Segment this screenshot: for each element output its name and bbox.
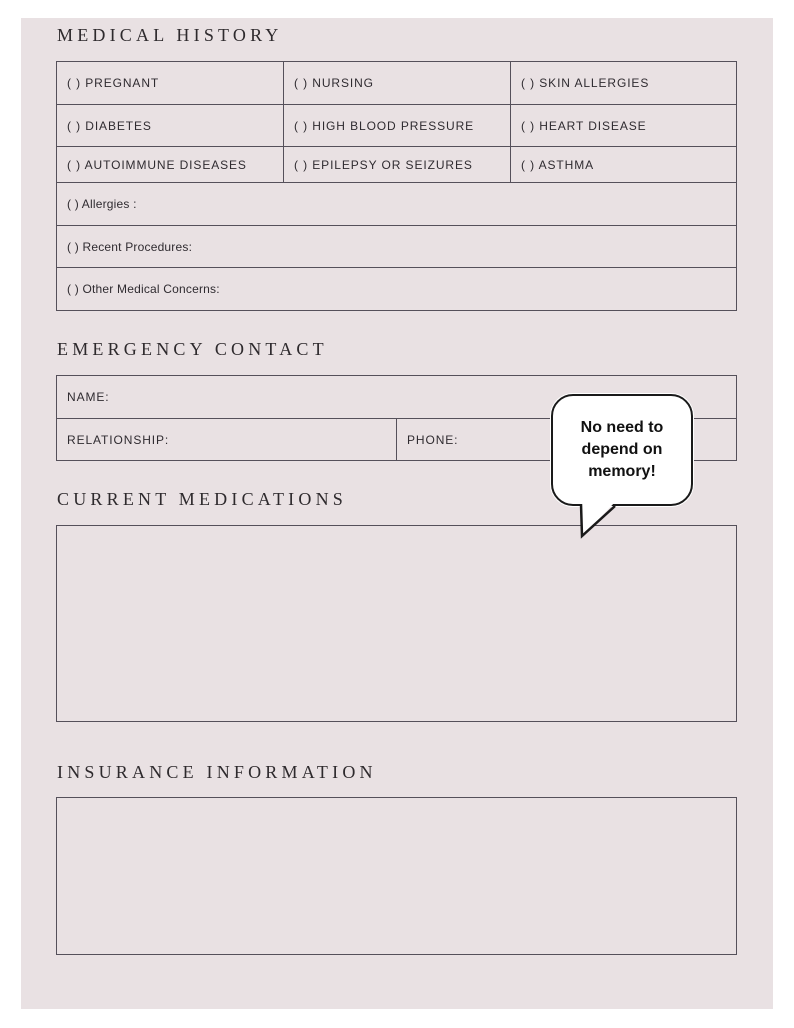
medical-history-row xyxy=(57,62,736,105)
speech-bubble-tail xyxy=(575,500,621,542)
diabetes-checkbox[interactable]: ( ) DIABETES xyxy=(57,105,284,146)
heart-disease-checkbox[interactable]: ( ) HEART DISEASE xyxy=(521,118,647,133)
allergies-field[interactable]: ( ) Allergies : xyxy=(67,197,137,211)
emergency-contact-title: EMERGENCY CONTACT xyxy=(57,339,328,359)
current-medications-title: CURRENT MEDICATIONS xyxy=(57,489,347,509)
medical-history-row xyxy=(57,147,736,183)
recent-procedures-field[interactable]: ( ) Recent Procedures: xyxy=(67,239,193,254)
medical-history-row xyxy=(57,105,736,147)
epilepsy-checkbox[interactable]: ( ) EPILEPSY OR SEIZURES xyxy=(284,147,511,182)
phone-field[interactable]: PHONE: xyxy=(407,432,459,447)
current-medications-box[interactable] xyxy=(56,525,737,722)
insurance-information-title: INSURANCE INFORMATION xyxy=(57,762,377,782)
medical-history-title: MEDICAL HISTORY xyxy=(57,25,283,45)
other-concerns-row xyxy=(57,268,736,310)
speech-bubble-text: No need to depend on memory! xyxy=(580,419,664,480)
high-blood-pressure-checkbox[interactable]: ( ) HIGH BLOOD PRESSURE xyxy=(284,105,511,146)
recent-procedures-row xyxy=(57,226,736,268)
pregnant-checkbox[interactable]: ( ) PREGNANT xyxy=(57,62,284,104)
allergies-row xyxy=(57,183,736,226)
asthma-checkbox[interactable]: ( ) ASTHMA xyxy=(521,157,595,172)
medical-history-table xyxy=(56,61,737,311)
skin-allergies-checkbox[interactable]: ( ) SKIN ALLERGIES xyxy=(521,76,650,90)
nursing-checkbox[interactable]: ( ) NURSING xyxy=(284,62,511,104)
relationship-field[interactable]: RELATIONSHIP: xyxy=(57,419,397,460)
name-field[interactable]: NAME: xyxy=(67,390,110,404)
other-concerns-field[interactable]: ( ) Other Medical Concerns: xyxy=(67,282,220,296)
autoimmune-diseases-checkbox[interactable]: ( ) AUTOIMMUNE DISEASES xyxy=(57,147,284,182)
insurance-information-box[interactable] xyxy=(56,797,737,955)
speech-bubble xyxy=(551,394,693,506)
